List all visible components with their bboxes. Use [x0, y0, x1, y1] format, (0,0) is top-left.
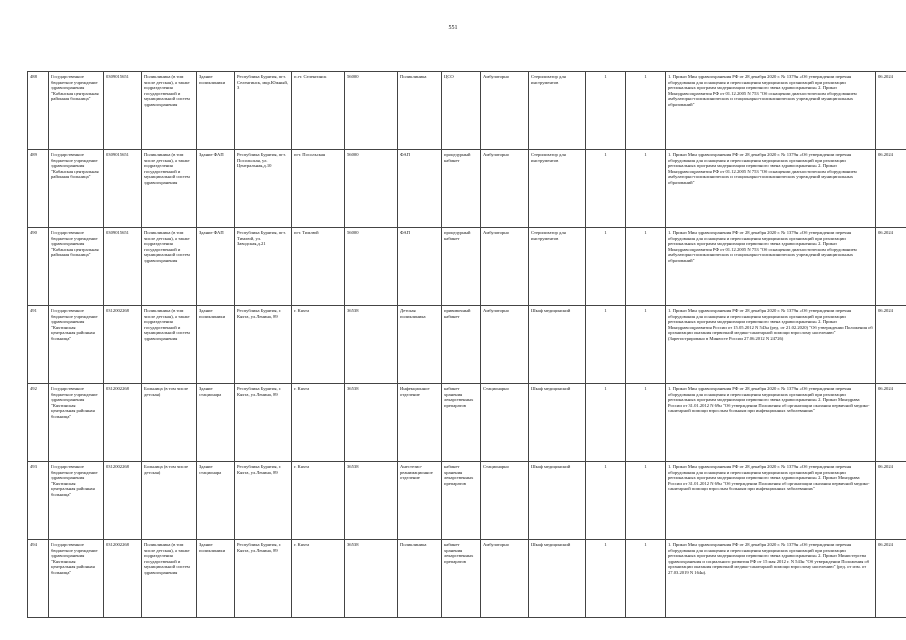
cell-address: Республика Бурятия, г. Кяхта, ул.Ленина, 89: [235, 540, 292, 618]
cell-care-type: Стационарно: [481, 462, 529, 540]
page-number: 551: [448, 25, 458, 31]
cell-delivery-date: 06.2024: [876, 306, 906, 384]
cell-care-type: Стационарно: [481, 384, 529, 462]
cell-building-name: Здание стационара: [197, 384, 235, 462]
cell-department: Поликлиника: [398, 72, 442, 150]
cell-building-name: Здание ФАП: [197, 228, 235, 306]
cell-organization-name: Государственное бюджетное учреждение здравоохранения "Кяхтинская центральная районная больница": [49, 384, 104, 462]
cell-quantity-planned: 1: [586, 540, 626, 618]
cell-row-number: 494: [28, 540, 49, 618]
cell-delivery-date: 06.2024: [876, 150, 906, 228]
cell-equipment-name: Шкаф медицинский: [529, 462, 586, 540]
cell-address: Республика Бурятия, г. Кяхта, ул.Ленина, 89: [235, 384, 292, 462]
cell-equipment-name: Стерилизатор для инструментов: [529, 72, 586, 150]
cell-room: процедурный кабинет: [442, 150, 481, 228]
cell-locality: п.гт. Селенгинск: [292, 72, 345, 150]
cell-address: Республика Бурятия, пгт. Посольская, ул. Центральная,д.10: [235, 150, 292, 228]
cell-organization-name: Государственное бюджетное учреждение здравоохранения "Кяхтинская центральная районная больница": [49, 540, 104, 618]
cell-room: прививочный кабинет: [442, 306, 481, 384]
cell-organization-inn: 0309015651: [104, 228, 142, 306]
cell-organization-inn: 0312002268: [104, 384, 142, 462]
cell-organization-name: Государственное бюджетное учреждение здравоохранения "Кабанская центральная районная больница": [49, 228, 104, 306]
cell-oktmo-code: 36538: [345, 462, 398, 540]
cell-care-type: Амбулаторно: [481, 228, 529, 306]
table-row: [28, 150, 906, 228]
equipment-registry-table: [27, 71, 906, 618]
cell-room: кабинет хранения лекарственных препаратов: [442, 462, 481, 540]
cell-building-name: Здание поликлиники: [197, 306, 235, 384]
cell-quantity-required: 1: [626, 150, 666, 228]
cell-building-type: Поликлиника (в том числе детская), а также подразделения государственной и муниципальной систем здравоохранения: [142, 150, 197, 228]
cell-oktmo-code: 36538: [345, 540, 398, 618]
cell-equipment-name: Шкаф медицинский: [529, 306, 586, 384]
cell-organization-inn: 0312002268: [104, 540, 142, 618]
cell-delivery-date: 06.2024: [876, 540, 906, 618]
table-row: [28, 384, 906, 462]
cell-building-type: Больница (в том числе детская): [142, 384, 197, 462]
cell-address: Республика Бурятия, пгт. Селенгинск, мкр.Южный, 3: [235, 72, 292, 150]
cell-quantity-required: 1: [626, 72, 666, 150]
cell-care-type: Амбулаторно: [481, 540, 529, 618]
cell-address: Республика Бурятия, г. Кяхта, ул.Ленина, 89: [235, 306, 292, 384]
cell-delivery-date: 06.2024: [876, 462, 906, 540]
cell-room: кабинет хранения лекарственных препаратов: [442, 384, 481, 462]
cell-care-type: Амбулаторно: [481, 72, 529, 150]
table-row: [28, 228, 906, 306]
cell-legal-basis: 1. Приказ Мин здравоохранения РФ от 28 декабря 2020 г. № 1379н «Об утверждении перечня оборудования для оснащения и переоснащения медицинских организаций при реализации региональных программ модернизации первичного звена здравоохранения» 2. Приказ Минздравсоцразвития РФ от 01.12.2005 N 753 "Об оснащении диагностическим оборудованием амбулаторно-поликлинических и стационарно-поликлинических учреждений муниципальных образований": [666, 150, 876, 228]
cell-delivery-date: 06.2024: [876, 72, 906, 150]
cell-organization-inn: 0309015651: [104, 72, 142, 150]
cell-legal-basis: 1. Приказ Мин здравоохранения РФ от 28 декабря 2020 г. № 1379н «Об утверждении перечня оборудования для оснащения и переоснащения медицинских организаций при реализации региональных программ модернизации первичного звена здравоохранения» 2. Приказ Минздравсоцразвития РФ от 01.12.2005 N 753 "Об оснащении диагностическим оборудованием амбулаторно-поликлинических и стационарно-поликлинических учреждений муниципальных образований": [666, 72, 876, 150]
table-row: [28, 72, 906, 150]
cell-building-type: Поликлиника (в том числе детская), а также подразделения государственной и муниципальной систем здравоохранения: [142, 540, 197, 618]
cell-locality: пгт. Посольская: [292, 150, 345, 228]
cell-oktmo-code: 36538: [345, 306, 398, 384]
cell-quantity-planned: 1: [586, 150, 626, 228]
cell-equipment-name: Шкаф медицинский: [529, 540, 586, 618]
cell-department: ФАП: [398, 150, 442, 228]
cell-locality: г. Кяхта: [292, 306, 345, 384]
cell-room: процедурный кабинет: [442, 228, 481, 306]
cell-room: ЦСО: [442, 72, 481, 150]
cell-organization-name: Государственное бюджетное учреждение здравоохранения "Кяхтинская центральная районная больница": [49, 306, 104, 384]
cell-room: кабинет хранения лекарственных препаратов: [442, 540, 481, 618]
cell-quantity-planned: 1: [586, 228, 626, 306]
cell-equipment-name: Стерилизатор для инструментов: [529, 228, 586, 306]
cell-care-type: Амбулаторно: [481, 150, 529, 228]
cell-department: Поликлиника: [398, 540, 442, 618]
cell-oktmo-code: 56000: [345, 72, 398, 150]
cell-building-name: Здание поликлиники: [197, 540, 235, 618]
cell-row-number: 491: [28, 306, 49, 384]
cell-organization-inn: 0312002268: [104, 306, 142, 384]
cell-equipment-name: Стерилизатор для инструментов: [529, 150, 586, 228]
cell-quantity-planned: 1: [586, 72, 626, 150]
cell-quantity-planned: 1: [586, 384, 626, 462]
cell-locality: г. Кяхта: [292, 462, 345, 540]
cell-organization-name: Государственное бюджетное учреждение здравоохранения "Кабанская центральная районная больница": [49, 150, 104, 228]
cell-row-number: 489: [28, 150, 49, 228]
cell-department: ФАП: [398, 228, 442, 306]
cell-building-type: Больница (в том числе детская): [142, 462, 197, 540]
cell-legal-basis: 1. Приказ Мин здравоохранения РФ от 28 декабря 2020 г. № 1379н «Об утверждении перечня оборудования для оснащения и переоснащения медицинских организаций при реализации региональных программ модернизации первичного звена здравоохранения» 2. Приказ Министерства здравоохранения и социального развития РФ от 15 мая 2012 г. N 543н "Об утверждении Положения об организации оказания первичной медико-санитарной помощи взрослому населению" (ред. от изм. от 27.03.2019 N 164н).: [666, 540, 876, 618]
cell-building-type: Поликлиника (в том числе детская), а также подразделения государственной и муниципальной систем здравоохранения: [142, 306, 197, 384]
cell-quantity-required: 1: [626, 384, 666, 462]
cell-building-name: Здание стационара: [197, 462, 235, 540]
cell-legal-basis: 1. Приказ Мин здравоохранения РФ от 28 декабря 2020 г. № 1379н «Об утверждении перечня оборудования для оснащения и переоснащения медицинских организаций при реализации региональных программ модернизации первичного звена здравоохранения» 2. Приказ Минздрава России от 31.01.2012 N 69н "Об утверждении Положения об организации оказания первичной медико-санитарной помощи взрослым больным при инфекционных заболеваниях": [666, 384, 876, 462]
cell-oktmo-code: 56000: [345, 228, 398, 306]
table-row: [28, 540, 906, 618]
cell-delivery-date: 06.2024: [876, 384, 906, 462]
cell-quantity-planned: 1: [586, 306, 626, 384]
cell-care-type: Амбулаторно: [481, 306, 529, 384]
cell-legal-basis: 1. Приказ Мин здравоохранения РФ от 28 декабря 2020 г. № 1379н «Об утверждении перечня оборудования для оснащения и переоснащения медицинских организаций при реализации региональных программ модернизации первичного звена здравоохранения» 2. Приказ Минздравсоцразвития России от 15.05.2012 N 543н (ред. от 21.02.2020) "Об утверждении Положения об организации оказания первичной медико-санитарной помощи взрослому населению" (Зарегистрировано в Минюсте России 27.06.2012 N 24726): [666, 306, 876, 384]
cell-organization-name: Государственное бюджетное учреждение здравоохранения "Кабанская центральная районная больница": [49, 72, 104, 150]
cell-department: Анестезио-реанимационное отделение: [398, 462, 442, 540]
cell-quantity-required: 1: [626, 306, 666, 384]
cell-quantity-required: 1: [626, 462, 666, 540]
cell-legal-basis: 1. Приказ Мин здравоохранения РФ от 28 декабря 2020 г. № 1379н «Об утверждении перечня оборудования для оснащения и переоснащения медицинских организаций при реализации региональных программ модернизации первичного звена здравоохранения» 2. Приказ Минздравсоцразвития РФ от 01.12.2005 N 753 "Об оснащении диагностическим оборудованием амбулаторно-поликлинических и стационарно-поликлинических учреждений муниципальных образований": [666, 228, 876, 306]
cell-building-name: Здание поликлиники: [197, 72, 235, 150]
cell-organization-inn: 0312002268: [104, 462, 142, 540]
table-body: [28, 72, 906, 618]
cell-row-number: 488: [28, 72, 49, 150]
cell-oktmo-code: 56000: [345, 150, 398, 228]
cell-organization-name: Государственное бюджетное учреждение здравоохранения "Кяхтинская центральная районная больница": [49, 462, 104, 540]
cell-delivery-date: 06.2024: [876, 228, 906, 306]
cell-row-number: 492: [28, 384, 49, 462]
cell-quantity-required: 1: [626, 540, 666, 618]
cell-equipment-name: Шкаф медицинский: [529, 384, 586, 462]
cell-building-type: Поликлиника (в том числе детская), а также подразделения государственной и муниципальной систем здравоохранения: [142, 72, 197, 150]
cell-quantity-planned: 1: [586, 462, 626, 540]
cell-building-type: Поликлиника (в том числе детская), а также подразделения государственной и муниципальной систем здравоохранения: [142, 228, 197, 306]
cell-address: Республика Бурятия, г. Кяхта, ул.Ленина, 89: [235, 462, 292, 540]
table-row: [28, 306, 906, 384]
cell-locality: г. Кяхта: [292, 540, 345, 618]
cell-address: Республика Бурятия, пгт. Тимлюй, ул. Заводская,д.21: [235, 228, 292, 306]
cell-legal-basis: 1. Приказ Мин здравоохранения РФ от 28 декабря 2020 г. № 1379н «Об утверждении перечня оборудования для оснащения и переоснащения медицинских организаций при реализации региональных программ модернизации первичного звена здравоохранения» 2. Приказ Минздрава России от 31.01.2012 N 69н "Об утверждении Положения об организации оказания первичной медико-санитарной помощи взрослым больным при инфекционных заболеваниях": [666, 462, 876, 540]
cell-row-number: 490: [28, 228, 49, 306]
cell-locality: г. Кяхта: [292, 384, 345, 462]
cell-quantity-required: 1: [626, 228, 666, 306]
cell-building-name: Здание ФАП: [197, 150, 235, 228]
cell-row-number: 493: [28, 462, 49, 540]
cell-locality: пгт. Тимлюй: [292, 228, 345, 306]
cell-department: Инфекционное отделение: [398, 384, 442, 462]
cell-organization-inn: 0309015651: [104, 150, 142, 228]
cell-department: Детская поликлиника: [398, 306, 442, 384]
cell-oktmo-code: 36538: [345, 384, 398, 462]
table-row: [28, 462, 906, 540]
